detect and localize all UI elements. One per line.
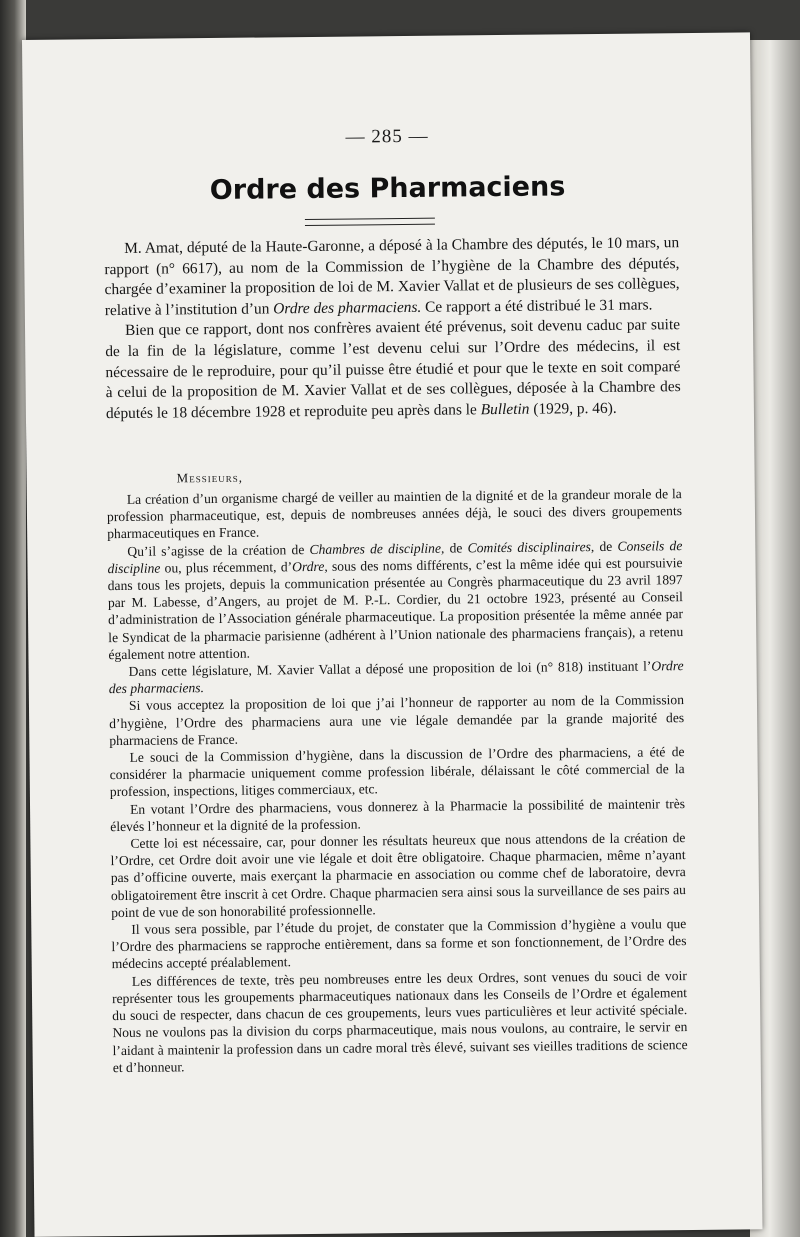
page-number: — 285 — [345, 125, 429, 148]
body-paragraph: Le souci de la Commission d’hygiène, dans la discussion de l’Ordre des pharmaciens, a été de considérer la pharmacie uniquement comme profession libérale, délaissant le côté commercial de la profession, inspections, litiges commerciaux, etc. [109, 744, 685, 800]
intro-italic: Bulletin [480, 400, 530, 418]
body-paragraph: Les différences de texte, très peu nombreuses entre les deux Ordres, sont venues du souci de voir représenter tous les groupements pharmaceutiques nationaux dans les Conseils de l’Ordre et également du souci de respecter, dans chacun de ces groupements, leurs vues particulières et leur activité spéciale. Nous ne voulons pas la division du corps pharmaceutique, mais nous voulons, au contraire, le servir en l’aidant à maintenir la profession dans un cadre moral très élevé, suivant ses vieilles traditions de science et d’honneur. [111, 967, 688, 1075]
intro-italic: Ordre des pharmaciens. [273, 298, 422, 318]
body-text: de [444, 539, 468, 556]
body-italic: Conseils de discipline [107, 537, 683, 576]
body-text: sous des noms différents, c’est la même idée qui est poursuivie dans tous les projets, depuis la communication présentée au Congrès pharmaceutique du 23 avril 1897 par M. Labesse, d’Angers, au projet de M. P.-L. Cordier, du 21 octobre 1923, présenté au Conseil d’administration de l’Association générale pharmaceutique. La proposition présentée la même année par le Syndicat de la pharmacie parisienne (adhérent à l’Union nationale des pharmaciens français), a retenu également notre attention. [107, 554, 684, 662]
document-page [22, 32, 762, 1237]
body-paragraph [107, 537, 683, 663]
body-italic: Ordre des pharmaciens. [108, 658, 684, 697]
title-double-rule [305, 218, 435, 226]
body-text: Qu’il s’agisse de la création de [127, 541, 310, 559]
body-paragraph: La création d’un organisme chargé de veiller au maintien de la dignité et de la grandeur morale de la profession pharmaceutique, est, depuis de nombreuses années déjà, le souci des divers groupements pharmaceutiques en France. [106, 486, 683, 542]
body-italic: Ordre, [292, 558, 328, 575]
body-text: Dans cette législature, M. Xavier Vallat a déposé une proposition de loi (n° 818) instituant l’ [128, 658, 652, 679]
book-spine-shadow [0, 0, 26, 1237]
intro-paragraph [105, 316, 681, 425]
intro-text: (1929, p. 46). [529, 399, 617, 418]
salutation: Messieurs, [176, 469, 243, 486]
intro-text: Bien que ce rapport, dont nos confrères avaient été prévenus, soit devenu caduc par suite de la fin de la législature, comme l’est devenu celui sur l’Ordre des médecins, il est nécessaire de le reproduire, pour qu’il puisse être étudié et pour que le texte en soit comparé à celui de la proposition de M. Xavier Vallat et de ses collègues, déposée à la Chambre des députés le 18 décembre 1928 et reproduite peu après dans le [105, 316, 681, 422]
body-paragraph: Il vous sera possible, par l’étude du projet, de constater que la Commission d’hygiène a voulu que l’Ordre des pharmaciens se rapproche entièrement, dans sa forme et son fonctionnement, de l’Ordre des médecins accepté préalablement. [111, 916, 687, 972]
body-italic: Chambres de discipline, [309, 540, 445, 557]
body-paragraph: Si vous acceptez la proposition de loi que j’ai l’honneur de rapporter au nom de la Commission d’hygiène, l’Ordre des pharmaciens aura une vie légale demandée par la grande majorité des pharmaciens de France. [109, 692, 685, 748]
intro-text: M. Amat, député de la Haute-Garonne, a déposé à la Chambre des députés, le 10 mars, un rapport (n° 6617), au nom de la Commission de l’hygiène de la Chambre des députés, chargée d’examiner la proposition de loi de M. Xavier Vallat et de plusieurs de ses collègues, relative à l’institution d’un [104, 234, 680, 319]
body-italic: Comités disciplinaires, [467, 538, 595, 555]
body-paragraph: Cette loi est nécessaire, car, pour donner les résultats heureux que nous attendons de la création de l’Ordre, cet Ordre doit avoir une vie légale et doit être obligatoire. Chaque pharmacien, même n’ayant pas d’officine ouverte, mais exerçant la pharmacie en association ou comme chef de laboratoire, devra obligatoirement être inscrit à cet Ordre. Chaque pharmacien sera ainsi sous la surveillance de ses pairs au point de vue de son honorabilité professionnelle. [110, 830, 687, 920]
body-text: ou, plus récemment, d’ [160, 559, 293, 576]
intro-text: Ce rapport a été distribué le 31 mars. [421, 296, 653, 316]
page-title: Ordre des Pharmaciens [209, 171, 566, 207]
intro-section [104, 233, 681, 424]
body-paragraph: En votant l’Ordre des pharmaciens, vous donnerez à la Pharmacie la possibilité de maintenir très élevés l’honneur et la dignité de la profession. [110, 795, 686, 834]
body-text: de [594, 538, 618, 554]
intro-paragraph [104, 233, 680, 321]
report-body [107, 485, 688, 1076]
